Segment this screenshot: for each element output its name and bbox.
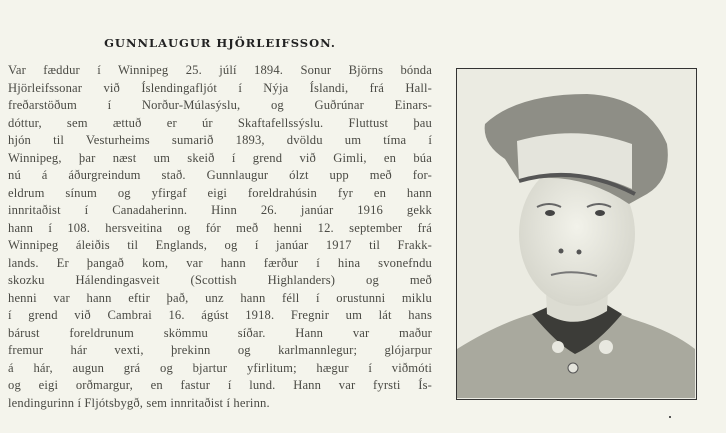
badge-right	[599, 340, 613, 354]
text-line: hann í 108. hersveitina og fór með henni 12. september frá	[8, 220, 432, 235]
text-line: Winnipeg, þar næst um skeið í grend við Gimli, en búa	[8, 150, 432, 165]
portrait-photo	[456, 68, 697, 400]
text-line: Hjörleifssonar við Íslendingafljót í Nýja Íslandi, frá Hall-	[8, 80, 432, 95]
text-line: freðarstöðum í Norður-Múlasýslu, og Guðrúnar Einars-	[8, 98, 432, 112]
biography-title: GUNNLAUGUR HJÖRLEIFSSON.	[104, 36, 336, 50]
text-line: lands. Er þangað kom, var hann færður í hina svonefndu	[8, 255, 432, 270]
text-line: Winnipeg áleiðis til Englands, og í janúar 1917 til Frakk-	[8, 238, 432, 252]
text-line: skozku Hálendingasveit (Scottish Highlanders) og með	[8, 273, 432, 287]
text-line: dóttur, sem ættuð er úr Skaftafellssýslu. Fluttust þau	[8, 115, 432, 130]
text-line: innritaðist í Canadaherinn. Hinn 26. janúar 1916 gekk	[8, 203, 432, 217]
text-line: á hár, augun grá og bjartur yfirlitum; hægur í viðmóti	[8, 360, 432, 375]
soldier-portrait-image	[457, 69, 695, 398]
biography-text	[8, 62, 432, 412]
text-line: henni var hann eftir það, unz hann féll í orustunni miklu	[8, 290, 432, 305]
text-line: og eigi orðmargur, en fastur í lund. Hann var fyrsti Ís-	[8, 378, 432, 392]
text-line: bárust foreldrunum skömmu síðar. Hann var maður	[8, 325, 432, 340]
text-line: lendingurinn í Fljótsbygð, sem innritaðist í herinn.	[8, 395, 270, 410]
scan-speck	[669, 416, 671, 418]
text-line: hjón til Vesturheims sumarið 1893, dvöldu um tíma í	[8, 133, 432, 147]
badge-left	[552, 341, 564, 353]
text-line: nú á áðurgreindum stað. Gunnlaugur ólzt upp með for-	[8, 168, 432, 182]
text-line: fremur hár vexti, þrekinn og karlmannlegur; glójarpur	[8, 343, 432, 357]
text-line: í grend við Cambrai 16. ágúst 1918. Fregnir um lát hans	[8, 308, 432, 322]
text-line: eldrum sínum og yfirgaf eigi foreldrahúsin fyr en hann	[8, 185, 432, 200]
text-line: Var fæddur í Winnipeg 25. júlí 1894. Sonur Björns bónda	[8, 63, 432, 77]
